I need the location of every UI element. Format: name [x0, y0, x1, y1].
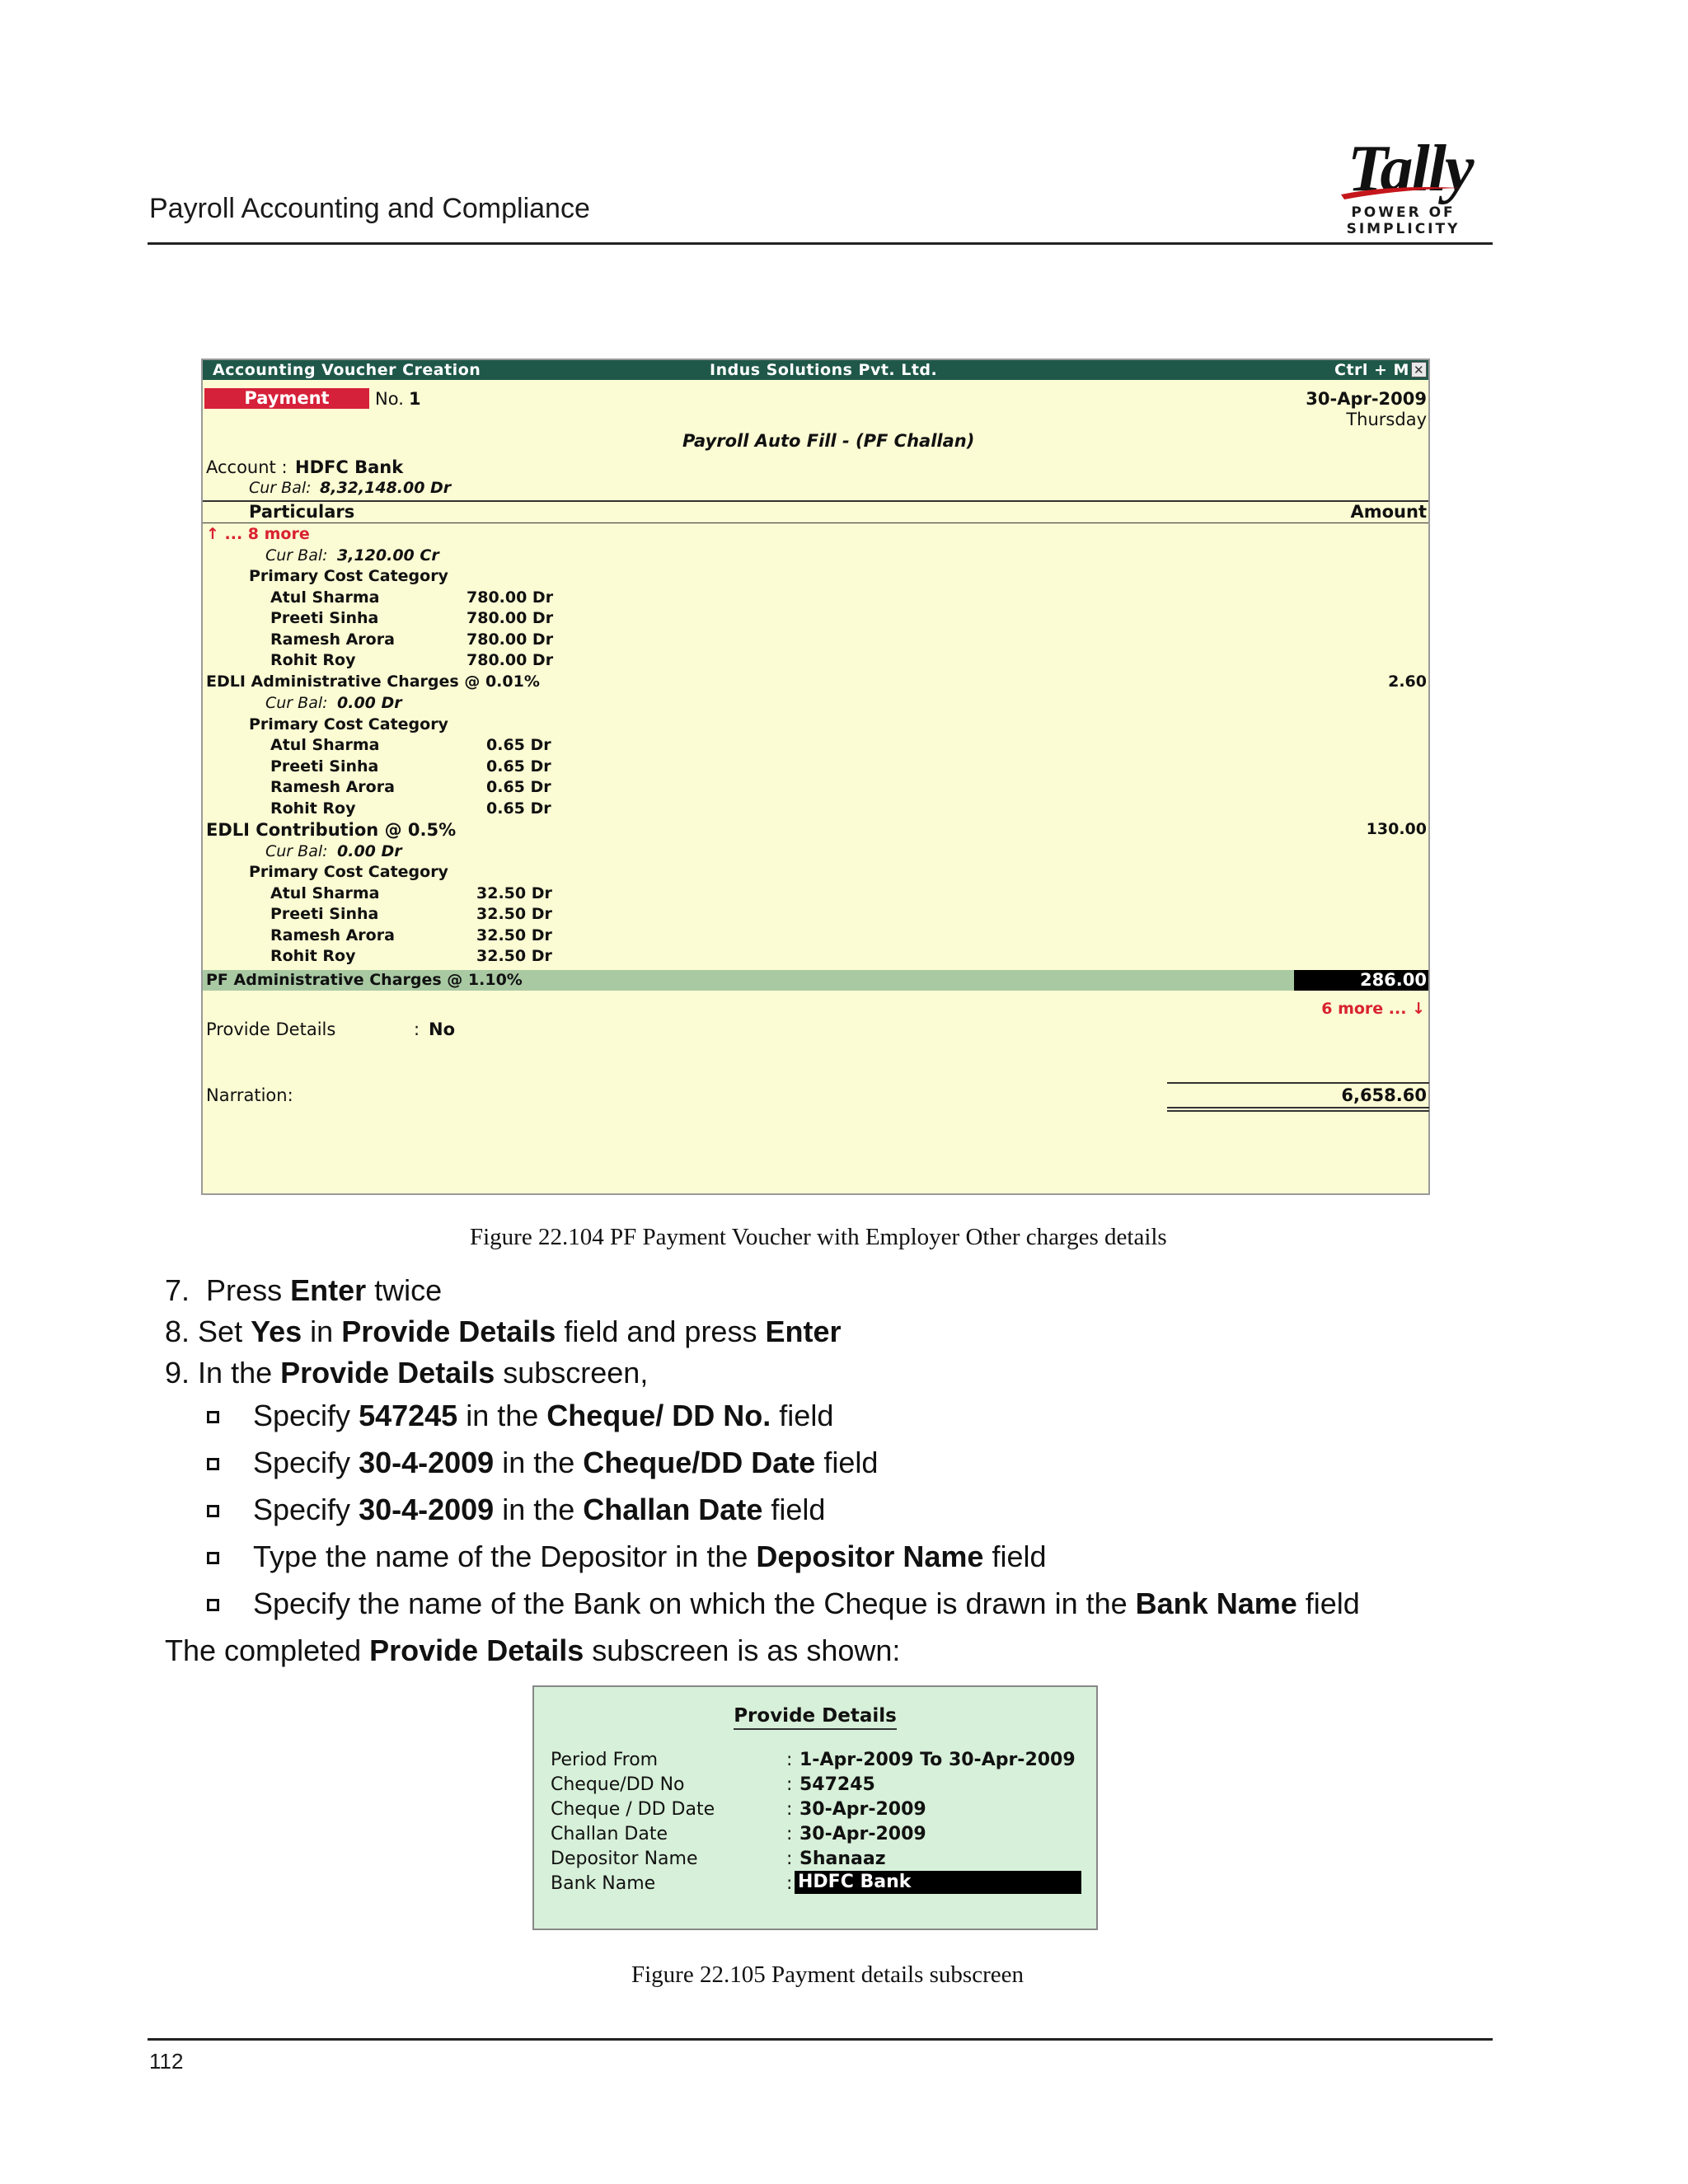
field-colon: : — [786, 1849, 793, 1869]
bullet-item: Specify the name of the Bank on which the Cheque is drawn in the Bank Name field — [253, 1586, 1360, 1620]
challan-date-label: Challan Date — [551, 1824, 668, 1844]
curbal-value: 0.00 Dr — [337, 694, 402, 712]
curbal-value: 3,120.00 Cr — [337, 546, 439, 565]
more-above-indicator[interactable]: ↑ ... 8 more — [206, 525, 310, 543]
voucher-day: Thursday — [1346, 410, 1427, 429]
cost-centre-amount[interactable]: 32.50 Dr — [476, 926, 552, 944]
cost-centre-name[interactable]: Ramesh Arora — [270, 926, 395, 944]
cost-centre-name[interactable]: Ramesh Arora — [270, 778, 395, 796]
voucher-total: 6,658.60 — [1341, 1085, 1427, 1105]
page-number: 112 — [149, 2049, 184, 2074]
close-icon[interactable]: ✕ — [1411, 362, 1427, 377]
field-colon: : — [786, 1750, 793, 1770]
bullet-icon — [207, 1458, 219, 1470]
company-name: Indus Solutions Pvt. Ltd. — [710, 361, 938, 379]
ledger-amount-edli-admin[interactable]: 2.60 — [1388, 673, 1427, 691]
cost-category-label: Primary Cost Category — [249, 863, 448, 881]
figure-caption: Figure 22.105 Payment details subscreen — [631, 1961, 1024, 1988]
cost-centre-name[interactable]: Atul Sharma — [270, 884, 380, 902]
voucher-no-label: No. — [375, 389, 404, 409]
voucher-subtitle: Payroll Auto Fill - (PF Challan) — [682, 431, 975, 451]
depositor-name-label: Depositor Name — [551, 1849, 698, 1869]
bullet-item: Specify 547245 in the Cheque/ DD No. field — [253, 1399, 834, 1432]
curbal-value: 0.00 Dr — [337, 842, 402, 860]
bullet-icon — [207, 1505, 219, 1517]
cost-centre-name[interactable]: Rohit Roy — [270, 651, 356, 669]
ledger-amount-edli-contribution[interactable]: 130.00 — [1366, 820, 1427, 838]
field-colon: : — [786, 1799, 793, 1820]
bullet-icon — [207, 1552, 219, 1564]
narration-label: Narration: — [206, 1085, 293, 1105]
total-top-rule — [1167, 1082, 1429, 1084]
accounting-voucher-screen — [201, 359, 1430, 1195]
document-title: Payroll Accounting and Compliance — [149, 193, 590, 224]
more-below-indicator[interactable]: 6 more ... ↓ — [1321, 1000, 1425, 1018]
step-7: 7. Press Enter twice — [165, 1273, 443, 1307]
voucher-title-bar — [203, 360, 1428, 380]
cost-category-label: Primary Cost Category — [249, 715, 448, 733]
ledger-name-edli-admin[interactable]: EDLI Administrative Charges @ 0.01% — [206, 673, 540, 691]
cost-centre-name[interactable]: Atul Sharma — [270, 736, 380, 754]
cost-category-label: Primary Cost Category — [249, 567, 448, 585]
cost-centre-amount[interactable]: 32.50 Dr — [476, 905, 552, 923]
cost-centre-name[interactable]: Preeti Sinha — [270, 609, 379, 627]
bullet-item: Specify 30-4-2009 in the Challan Date field — [253, 1493, 826, 1526]
cost-centre-amount[interactable]: 0.65 Dr — [486, 799, 551, 818]
field-colon: : — [786, 1824, 793, 1844]
provide-details-subscreen — [532, 1685, 1098, 1930]
header-divider — [203, 500, 1428, 502]
bullet-icon — [207, 1599, 219, 1611]
cost-centre-amount[interactable]: 0.65 Dr — [486, 736, 551, 754]
voucher-no-value[interactable]: 1 — [409, 389, 421, 409]
logo-swoosh-icon — [1339, 183, 1463, 201]
cost-centre-amount[interactable]: 0.65 Dr — [486, 757, 551, 776]
particulars-header: Particulars — [249, 502, 355, 522]
cost-centre-amount[interactable]: 0.65 Dr — [486, 778, 551, 796]
total-bottom-rule — [1167, 1107, 1429, 1108]
amount-header: Amount — [1350, 502, 1427, 522]
header-rule — [148, 242, 1493, 245]
period-from-label: Period From — [551, 1750, 659, 1770]
completed-subscreen-intro: The completed Provide Details subscreen is as shown: — [165, 1633, 901, 1667]
cost-centre-name[interactable]: Atul Sharma — [270, 588, 380, 607]
voucher-date[interactable]: 30-Apr-2009 — [1306, 389, 1427, 409]
bullet-item: Type the name of the Depositor in the Depositor Name field — [253, 1540, 1047, 1573]
cost-centre-amount[interactable]: 780.00 Dr — [467, 588, 554, 607]
tally-logo — [1306, 132, 1500, 237]
voucher-type-button[interactable]: Payment — [204, 388, 369, 409]
window-title: Accounting Voucher Creation — [213, 361, 481, 379]
cost-centre-name[interactable]: Preeti Sinha — [270, 905, 379, 923]
provide-details-field[interactable]: No — [429, 1019, 456, 1039]
provide-details-colon: : — [414, 1019, 420, 1039]
shortcut-label: Ctrl + M — [1334, 361, 1409, 379]
bank-name-field[interactable]: HDFC Bank — [795, 1871, 1081, 1894]
cheque-dd-no-label: Cheque/DD No — [551, 1774, 685, 1795]
bullet-icon — [207, 1411, 219, 1423]
cost-centre-name[interactable]: Rohit Roy — [270, 799, 356, 818]
subscreen-title: Provide Details — [534, 1705, 1096, 1727]
step-8: 8. Set Yes in Provide Details field and press Enter — [165, 1315, 842, 1348]
cost-centre-name[interactable]: Rohit Roy — [270, 947, 356, 965]
curbal-label: Cur Bal: — [265, 694, 328, 712]
bank-name-label: Bank Name — [551, 1873, 656, 1894]
logo-wordmark: Tally — [1348, 133, 1473, 205]
ledger-amount-pf-admin[interactable]: 286.00 — [1294, 970, 1428, 991]
cost-centre-amount[interactable]: 32.50 Dr — [476, 884, 552, 902]
challan-date-field[interactable]: 30-Apr-2009 — [799, 1824, 926, 1844]
ledger-name-edli-contribution[interactable]: EDLI Contribution @ 0.5% — [206, 820, 457, 840]
step-9: 9. In the Provide Details subscreen, — [165, 1356, 649, 1390]
cheque-dd-no-field[interactable]: 547245 — [799, 1774, 875, 1795]
field-colon: : — [786, 1873, 793, 1894]
cost-centre-amount[interactable]: 780.00 Dr — [467, 651, 554, 669]
curbal-label: Cur Bal: — [265, 842, 328, 860]
logo-tagline: POWER OF SIMPLICITY — [1346, 204, 1461, 237]
cost-centre-name[interactable]: Ramesh Arora — [270, 630, 395, 649]
provide-details-label: Provide Details — [206, 1019, 336, 1039]
account-curbal-value: 8,32,148.00 Dr — [320, 479, 452, 497]
figure-caption: Figure 22.104 PF Payment Voucher with Employer Other charges details — [470, 1224, 1167, 1250]
footer-rule — [148, 2038, 1493, 2041]
cost-centre-amount[interactable]: 32.50 Dr — [476, 947, 552, 965]
bullet-item: Specify 30-4-2009 in the Cheque/DD Date field — [253, 1446, 879, 1479]
cost-centre-name[interactable]: Preeti Sinha — [270, 757, 379, 776]
account-curbal-label: Cur Bal: — [249, 479, 312, 497]
cheque-dd-date-field[interactable]: 30-Apr-2009 — [799, 1799, 926, 1820]
depositor-name-field[interactable]: Shanaaz — [799, 1849, 886, 1869]
field-colon: : — [786, 1774, 793, 1795]
total-bottom-rule-double — [1167, 1110, 1429, 1112]
curbal-label: Cur Bal: — [265, 546, 328, 565]
period-from-field[interactable]: 1-Apr-2009 To 30-Apr-2009 — [799, 1750, 1076, 1770]
cost-centre-amount[interactable]: 780.00 Dr — [467, 609, 554, 627]
cheque-dd-date-label: Cheque / DD Date — [551, 1799, 715, 1820]
cost-centre-amount[interactable]: 780.00 Dr — [467, 630, 554, 649]
account-value[interactable]: HDFC Bank — [295, 457, 404, 477]
account-label: Account : — [206, 457, 288, 477]
ledger-name-pf-admin[interactable]: PF Administrative Charges @ 1.10% — [206, 971, 523, 989]
